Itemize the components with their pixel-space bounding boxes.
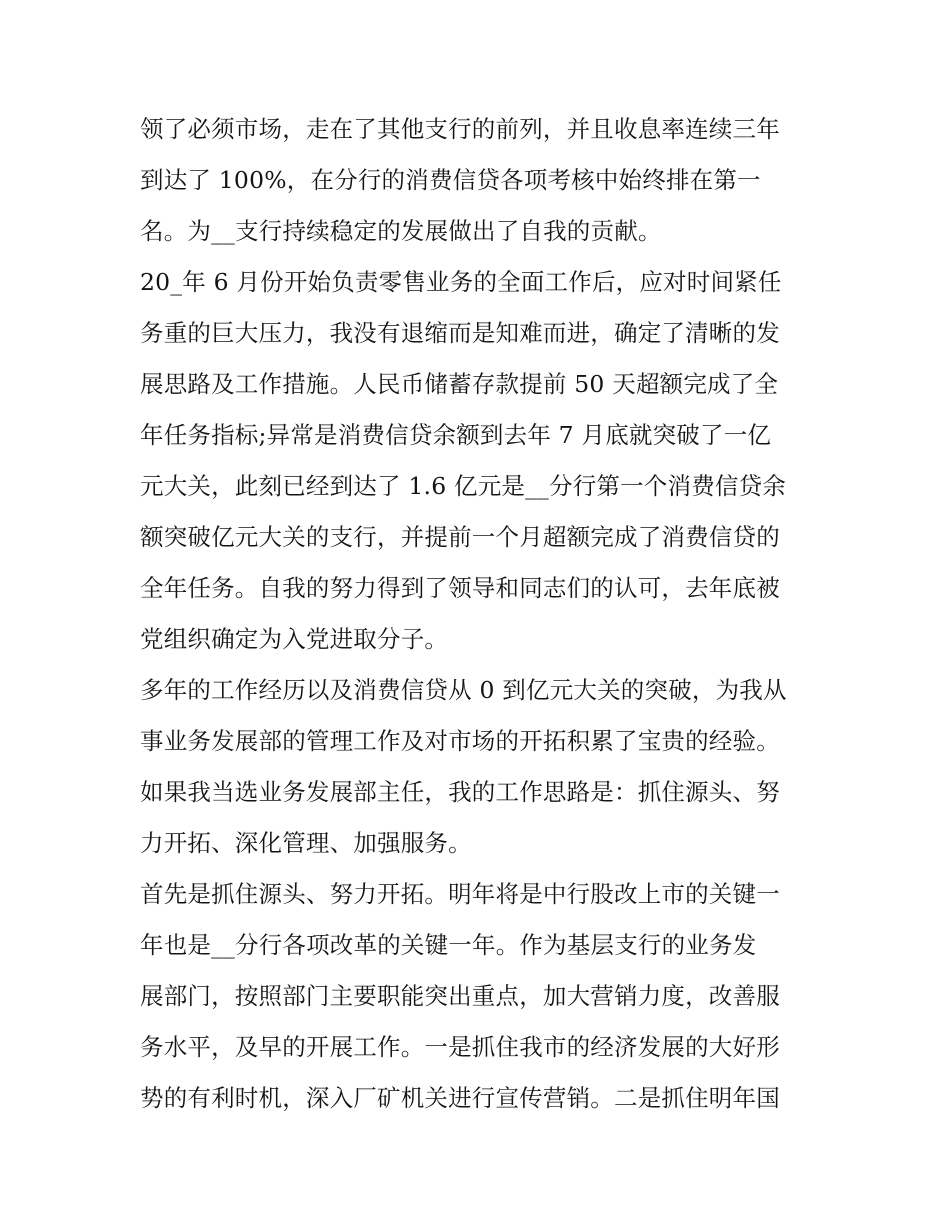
text-line: 年也是__分行各项改革的关键一年。作为基层支行的业务发 <box>140 931 757 959</box>
text-line: 如果我当选业务发展部主任，我的工作思路是：抓住源头、努 <box>140 778 780 806</box>
text-line: 势的有利时机，深入厂矿机关进行宣传营销。二是抓住明年国 <box>140 1084 780 1112</box>
text-line: 全年任务。自我的努力得到了领导和同志们的认可，去年底被 <box>140 574 780 602</box>
text-line: 领了必须市场，走在了其他支行的前列，并且收息率连续三年 <box>140 115 780 143</box>
text-line: 首先是抓住源头、努力开拓。明年将是中行股改上市的关键一 <box>140 880 780 908</box>
text-line: 元大关，此刻已经到达了 1.6 亿元是__分行第一个消费信贷余 <box>140 472 787 500</box>
text-line: 名。为__支行持续稳定的发展做出了自我的贡献。 <box>140 217 662 245</box>
text-line: 务重的巨大压力，我没有退缩而是知难而进，确定了清晰的发 <box>140 319 780 347</box>
text-line: 额突破亿元大关的支行，并提前一个月超额完成了消费信贷的 <box>140 523 780 551</box>
document-body <box>140 104 820 1124</box>
text-line: 务水平，及早的开展工作。一是抓住我市的经济发展的大好形 <box>140 1033 780 1061</box>
text-line: 展思路及工作措施。人民币储蓄存款提前 50 天超额完成了全 <box>140 370 779 398</box>
text-line: 展部门，按照部门主要职能突出重点，加大营销力度，改善服 <box>140 982 780 1010</box>
text-line: 到达了 100%，在分行的消费信贷各项考核中始终排在第一 <box>140 166 761 194</box>
text-line: 20_年 6 月份开始负责零售业务的全面工作后，应对时间紧任 <box>140 268 782 296</box>
text-line: 事业务发展部的管理工作及对市场的开拓积累了宝贵的经验。 <box>140 727 780 755</box>
text-line: 多年的工作经历以及消费信贷从 0 到亿元大关的突破，为我从 <box>140 676 787 704</box>
text-line: 力开拓、深化管理、加强服务。 <box>140 829 472 857</box>
text-line: 党组织确定为入党进取分子。 <box>140 625 449 653</box>
text-line: 年任务指标;异常是消费信贷余额到去年 7 月底就突破了一亿 <box>140 421 772 449</box>
